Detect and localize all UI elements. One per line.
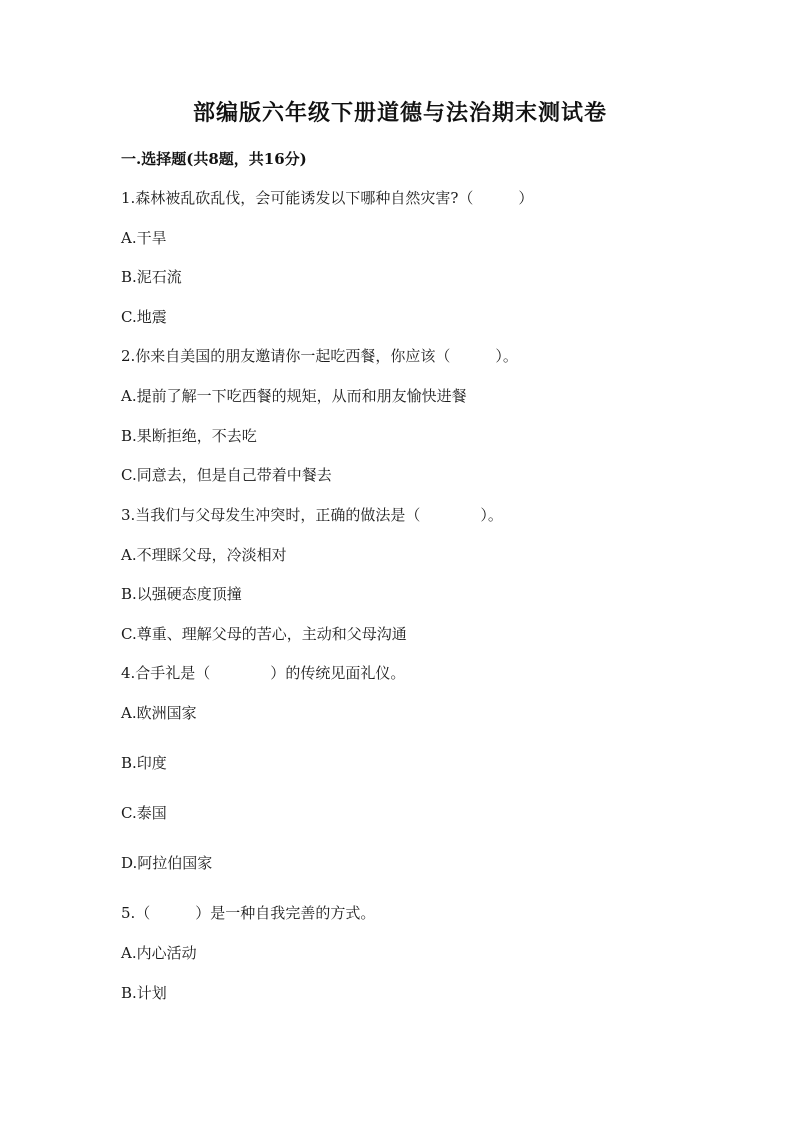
question-4-stem: 4.合手礼是（ ）的传统见面礼仪。 [121, 664, 406, 682]
question-3-option-a: A.不理睬父母，冷淡相对 [121, 546, 287, 564]
question-2-option-b: B.果断拒绝，不去吃 [121, 427, 257, 445]
question-2-option-a: A.提前了解一下吃西餐的规矩，从而和朋友愉快进餐 [121, 387, 467, 405]
question-4-option-a: A.欧洲国家 [121, 704, 197, 722]
page-title: 部编版六年级下册道德与法治期末测试卷 [192, 100, 607, 126]
question-5-stem: 5.（ ）是一种自我完善的方式。 [121, 904, 376, 922]
question-3-stem: 3.当我们与父母发生冲突时，正确的做法是（ ）。 [121, 506, 503, 524]
question-5-option-b: B.计划 [121, 984, 167, 1002]
question-3-option-c: C.尊重、理解父母的苦心，主动和父母沟通 [121, 625, 407, 643]
question-4-option-d: D.阿拉伯国家 [121, 854, 213, 872]
question-3-option-b: B.以强硬态度顶撞 [121, 585, 242, 603]
question-5-option-a: A.内心活动 [121, 944, 197, 962]
section-heading: 一.选择题(共8题，共16分) [121, 150, 307, 168]
question-2-stem: 2.你来自美国的朋友邀请你一起吃西餐，你应该（ ）。 [121, 347, 518, 365]
question-4-option-b: B.印度 [121, 754, 167, 772]
question-2-option-c: C.同意去，但是自己带着中餐去 [121, 466, 332, 484]
question-1-stem: 1.森林被乱砍乱伐，会可能诱发以下哪种自然灾害?（ ） [121, 189, 534, 207]
question-1-option-c: C.地震 [121, 308, 167, 326]
question-1-option-b: B.泥石流 [121, 268, 182, 286]
question-4-option-c: C.泰国 [121, 804, 167, 822]
question-1-option-a: A.干旱 [121, 229, 167, 247]
